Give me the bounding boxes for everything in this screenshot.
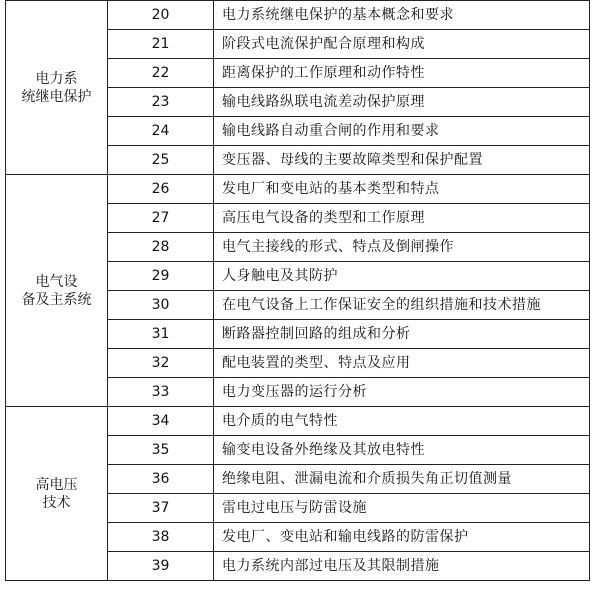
item-topic: 绝缘电阻、泄漏电流和介质损失角正切值测量 — [214, 465, 590, 494]
item-topic: 输电线路自动重合闸的作用和要求 — [214, 117, 590, 146]
item-number: 35 — [108, 436, 214, 465]
item-number: 30 — [108, 291, 214, 320]
category-cell — [6, 407, 108, 581]
item-number: 31 — [108, 320, 214, 349]
item-number: 28 — [108, 233, 214, 262]
item-topic: 变压器、母线的主要故障类型和保护配置 — [214, 146, 590, 175]
category-title-line: 电力系 — [35, 70, 78, 87]
item-number: 22 — [108, 59, 214, 88]
item-topic: 雷电过电压与防雷设施 — [214, 494, 590, 523]
item-topic: 发电厂和变电站的基本类型和特点 — [214, 175, 590, 204]
item-topic: 距离保护的工作原理和动作特性 — [214, 59, 590, 88]
item-number: 32 — [108, 349, 214, 378]
category-title-line: 备及主系统 — [21, 291, 92, 308]
category-cell — [6, 175, 108, 407]
syllabus-table-body — [6, 1, 590, 581]
item-number: 29 — [108, 262, 214, 291]
item-topic: 高压电气设备的类型和工作原理 — [214, 204, 590, 233]
syllabus-table — [5, 0, 590, 581]
item-topic: 人身触电及其防护 — [214, 262, 590, 291]
item-number: 33 — [108, 378, 214, 407]
item-number: 34 — [108, 407, 214, 436]
category-title-line: 统继电保护 — [21, 88, 92, 105]
item-number: 38 — [108, 523, 214, 552]
item-topic: 阶段式电流保护配合原理和构成 — [214, 30, 590, 59]
item-topic: 电介质的电气特性 — [214, 407, 590, 436]
category-title-line: 高电压 — [35, 476, 78, 493]
item-number: 26 — [108, 175, 214, 204]
item-topic: 输电线路纵联电流差动保护原理 — [214, 88, 590, 117]
item-number: 20 — [108, 1, 214, 30]
item-number: 37 — [108, 494, 214, 523]
item-number: 21 — [108, 30, 214, 59]
item-number: 36 — [108, 465, 214, 494]
item-number: 39 — [108, 552, 214, 581]
category-title-line: 电气设 — [35, 273, 78, 290]
table-row — [6, 1, 590, 30]
item-topic: 电力变压器的运行分析 — [214, 378, 590, 407]
item-topic: 输变电设备外绝缘及其放电特性 — [214, 436, 590, 465]
category-cell — [6, 1, 108, 175]
item-number: 23 — [108, 88, 214, 117]
item-number: 25 — [108, 146, 214, 175]
item-number: 24 — [108, 117, 214, 146]
item-topic: 配电装置的类型、特点及应用 — [214, 349, 590, 378]
table-row — [6, 407, 590, 436]
table-row — [6, 175, 590, 204]
item-topic: 电气主接线的形式、特点及倒闸操作 — [214, 233, 590, 262]
item-topic: 电力系统内部过电压及其限制措施 — [214, 552, 590, 581]
item-topic: 断路器控制回路的组成和分析 — [214, 320, 590, 349]
category-title-line: 技术 — [42, 494, 71, 511]
item-number: 27 — [108, 204, 214, 233]
item-topic: 在电气设备上工作保证安全的组织措施和技术措施 — [214, 291, 590, 320]
item-topic: 电力系统继电保护的基本概念和要求 — [214, 1, 590, 30]
item-topic: 发电厂、变电站和输电线路的防雷保护 — [214, 523, 590, 552]
